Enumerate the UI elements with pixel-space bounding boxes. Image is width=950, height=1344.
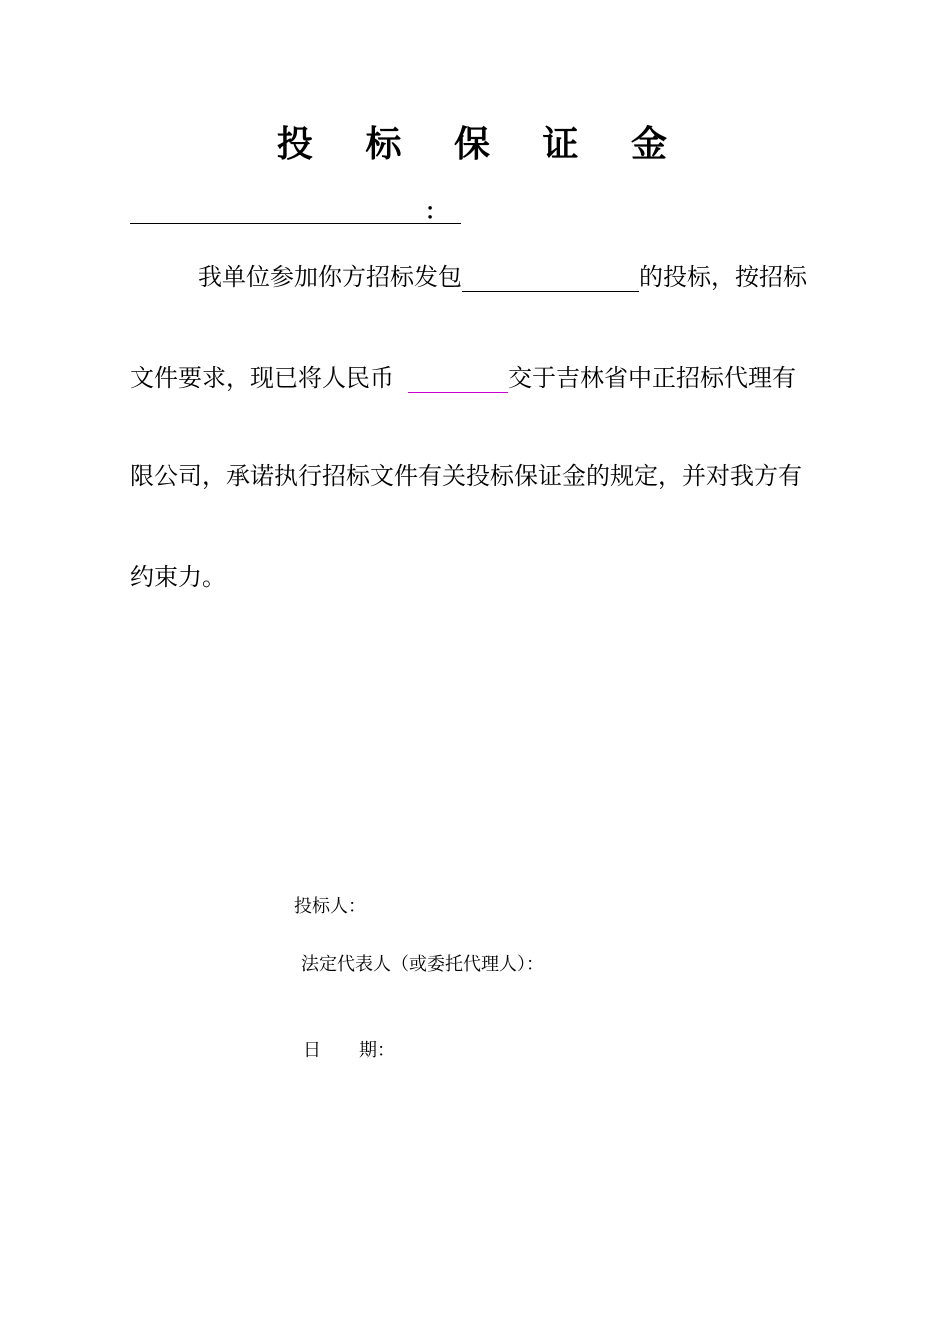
addressee-colon: ： — [424, 199, 447, 225]
body-line-2-before: 文件要求，现已将人民币 — [130, 364, 394, 392]
legal-representative-label: 法定代表人（或委托代理人）： — [301, 954, 544, 975]
body-line-3: 限公司，承诺执行招标文件有关投标保证金的规定，并对我方有 — [130, 462, 802, 490]
body-line-1-before: 我单位参加你方招标发包 — [198, 263, 462, 291]
date-label-day: 日 — [303, 1040, 321, 1061]
body-line-1 — [130, 262, 835, 292]
addressee-blank — [130, 199, 461, 224]
date-label — [303, 1036, 395, 1062]
body-line-4: 约束力。 — [130, 563, 226, 591]
body-line-1-after: 的投标，按招标 — [639, 263, 807, 291]
body-line-2-after: 交于吉林省中正招标代理有 — [508, 364, 796, 392]
body-line-2 — [130, 363, 835, 393]
document-title: 投 标 保 证 金 — [276, 123, 688, 165]
bidder-label: 投标人： — [294, 896, 366, 917]
project-name-blank — [462, 265, 639, 292]
date-label-period: 期： — [359, 1040, 395, 1061]
amount-blank — [408, 366, 508, 393]
